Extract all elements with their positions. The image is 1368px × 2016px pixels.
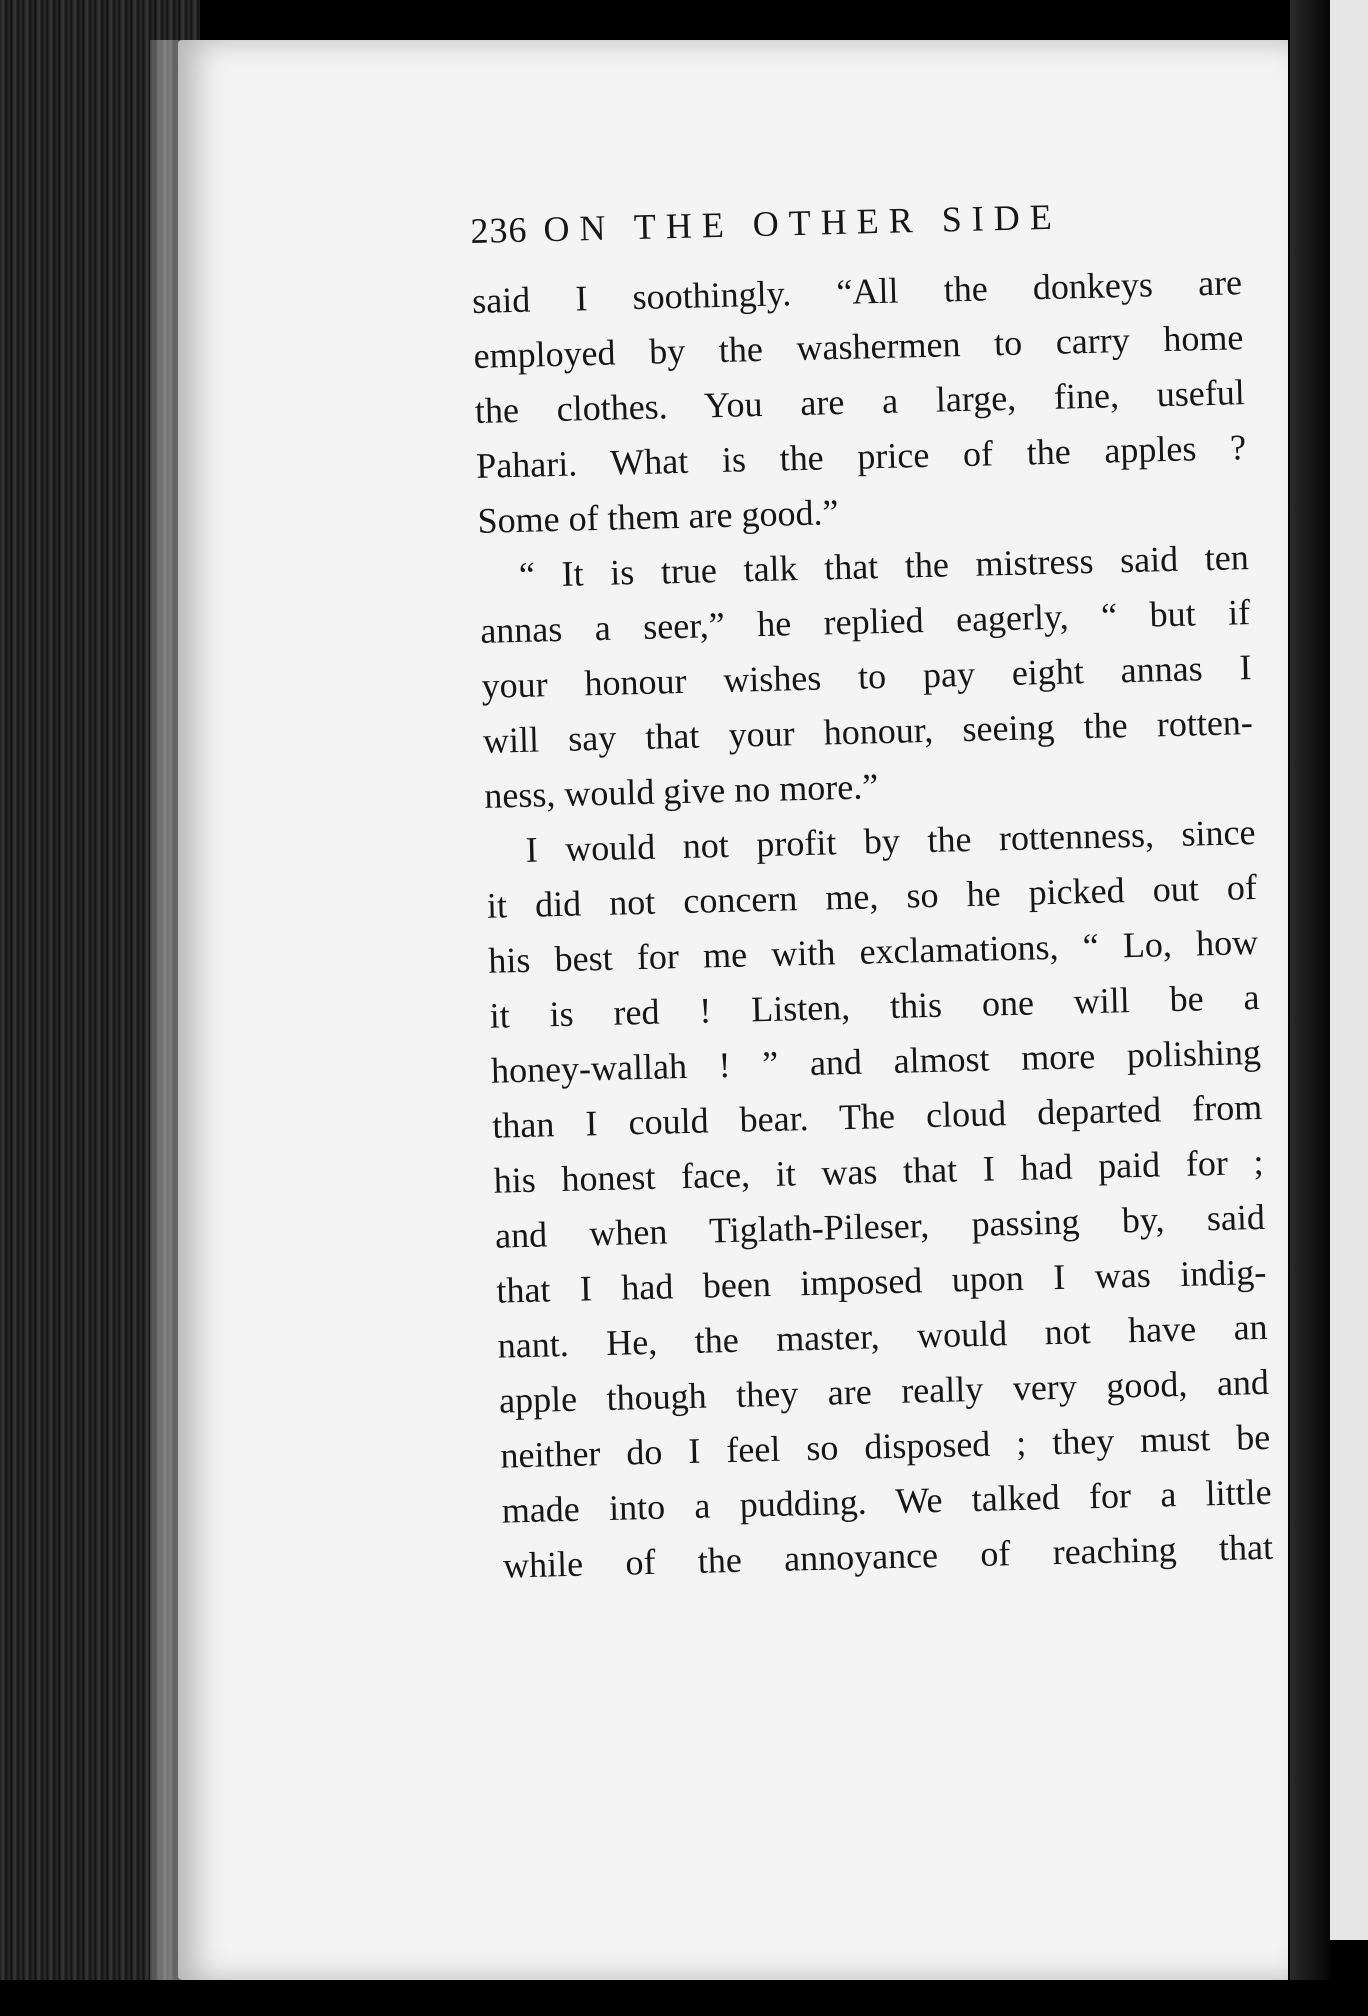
page-number: 236	[470, 209, 528, 251]
bottom-shadow	[0, 1980, 1368, 2016]
text-line: apple though they are really very good, and	[498, 1361, 1270, 1421]
text-line: it is red ! Listen, this one will be a	[489, 976, 1260, 1036]
facing-page-edge	[1330, 0, 1368, 1940]
text-line: while of the annoyance of reaching that	[502, 1526, 1274, 1586]
text-line: said I soothingly. “All the donkeys are	[471, 262, 1243, 321]
binding-gutter	[1290, 0, 1330, 2016]
text-line: honey-wallah ! ” and almost more polishing	[490, 1031, 1262, 1091]
paragraph-1	[472, 255, 1248, 549]
text-line: that I had been imposed upon I was indig-	[495, 1251, 1267, 1311]
text-line: “ It is true talk that the mistress said ten	[518, 537, 1250, 595]
page-edge-highlight	[150, 40, 180, 1980]
text-line: neither do I feel so disposed ; they must be	[499, 1416, 1271, 1476]
text-line: your honour wishes to pay eight annas I	[481, 647, 1252, 706]
running-head-title: ON THE OTHER SIDE	[543, 196, 1063, 250]
text-line: nant. He, the master, would not have an	[497, 1306, 1269, 1366]
text-line: will say that your honour, seeing the rotten-	[482, 702, 1254, 761]
text-line: the clothes. You are a large, fine, useful	[474, 372, 1246, 431]
paragraph-2	[478, 530, 1254, 824]
text-line: I would not profit by the rottenness, since	[525, 812, 1256, 870]
paragraph-3	[485, 805, 1274, 1594]
text-line: annas a seer,” he replied eagerly, “ but if	[479, 592, 1251, 651]
text-line: employed by the washermen to carry home	[473, 317, 1244, 376]
text-line: and when Tiglath-Pileser, passing by, said	[494, 1196, 1266, 1256]
text-line: Some of them are good.”	[477, 492, 839, 541]
text-line: made into a pudding. We talked for a little	[501, 1471, 1273, 1531]
text-line: his honest face, it was that I had paid for ;	[493, 1141, 1264, 1201]
text-line: than I could bear. The cloud departed from	[491, 1086, 1263, 1146]
text-line: his best for me with exclamations, “ Lo, how	[487, 921, 1259, 981]
page-text-block	[470, 191, 1274, 1593]
text-line: ness, would give no more.”	[483, 766, 879, 816]
text-line: it did not concern me, so he picked out of	[486, 866, 1258, 926]
text-line: Pahari. What is the price of the apples ?	[475, 427, 1247, 486]
